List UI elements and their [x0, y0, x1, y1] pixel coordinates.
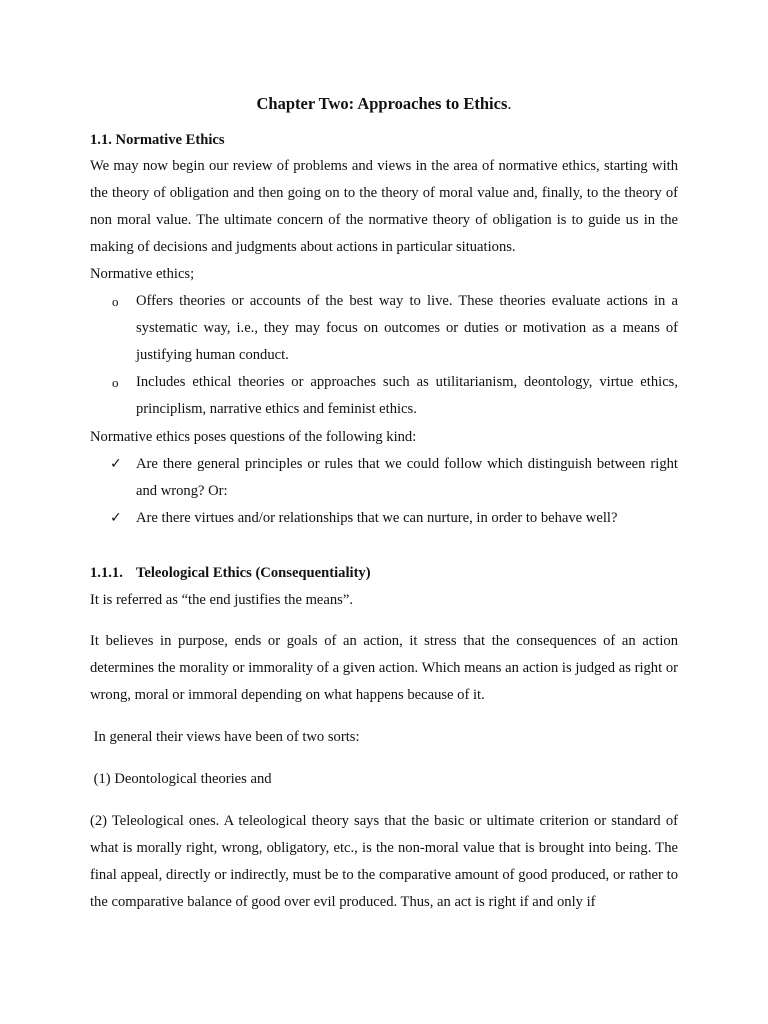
list-item: [90, 451, 678, 505]
teleological-paragraph: It believes in purpose, ends or goals of an action, it stress that the consequences of an action determines the morality or immorality of a given action. Which means an action is judged as right or wrong, moral or immoral depending on what happens because of it.: [90, 633, 678, 703]
questions-intro: Normative ethics poses questions of the following kind:: [90, 429, 417, 445]
normative-ethics-paragraph: We may now begin our review of problems and views in the area of normative ethics, starting with the theory of obligation and then going on to the theory of moral value and, finally, to the theory of non moral value. The ultimate concern of the normative theory of obligation is to guide us in the making of decisions and judgments about actions in particular situations.: [90, 158, 678, 255]
chapter-title-text: Chapter Two: Approaches to Ethics: [256, 94, 508, 113]
circle-bullet-icon: o: [112, 375, 119, 390]
list-item: [90, 288, 678, 369]
teleological-item-paragraph: (2) Teleological ones. A teleological theory says that the basic or ultimate criterion or standard of what is morally right, wrong, obligatory, etc., is the non-moral value that is brought into being. The final appeal, directly or indirectly, must be to the comparative amount of good produced, or rather to the comparative balance of good over evil produced. Thus, an act is right if and only if: [90, 813, 678, 910]
section-heading-normative-ethics: 1.1. Normative Ethics: [90, 132, 225, 148]
chapter-title: [0, 92, 768, 116]
checkmark-icon: ✓: [110, 510, 122, 526]
list-item: [90, 369, 678, 423]
list-item: [90, 505, 678, 532]
two-sorts-line: In general their views have been of two sorts:: [90, 729, 360, 745]
chapter-title-period: .: [507, 94, 512, 113]
list-item-text: Are there virtues and/or relationships that we can nurture, in order to behave well?: [136, 510, 618, 526]
normative-ethics-bullet-list: [90, 288, 678, 423]
questions-checklist: [90, 451, 678, 532]
list-item-text: Are there general principles or rules that we could follow which distinguish between right and wrong? Or:: [136, 456, 678, 499]
deontological-item: (1) Deontological theories and: [90, 771, 272, 787]
section-number: 1.1.1.: [90, 565, 123, 581]
end-justifies-means-line: It is referred as “the end justifies the means”.: [90, 592, 353, 608]
list-item-text: Includes ethical theories or approaches such as utilitarianism, deontology, virtue ethics, principlism, narrative ethics and feminist ethics.: [136, 374, 678, 417]
section-title: Teleological Ethics (Consequentiality): [136, 565, 371, 581]
normative-ethics-intro: Normative ethics;: [90, 266, 195, 282]
list-item-text: Offers theories or accounts of the best way to live. These theories evaluate actions in a systematic way, i.e., they may focus on outcomes or duties or motivation as a means of justifying human conduct.: [136, 293, 678, 363]
circle-bullet-icon: o: [112, 294, 119, 309]
section-heading-teleological-ethics: [90, 560, 678, 587]
checkmark-icon: ✓: [110, 456, 122, 472]
